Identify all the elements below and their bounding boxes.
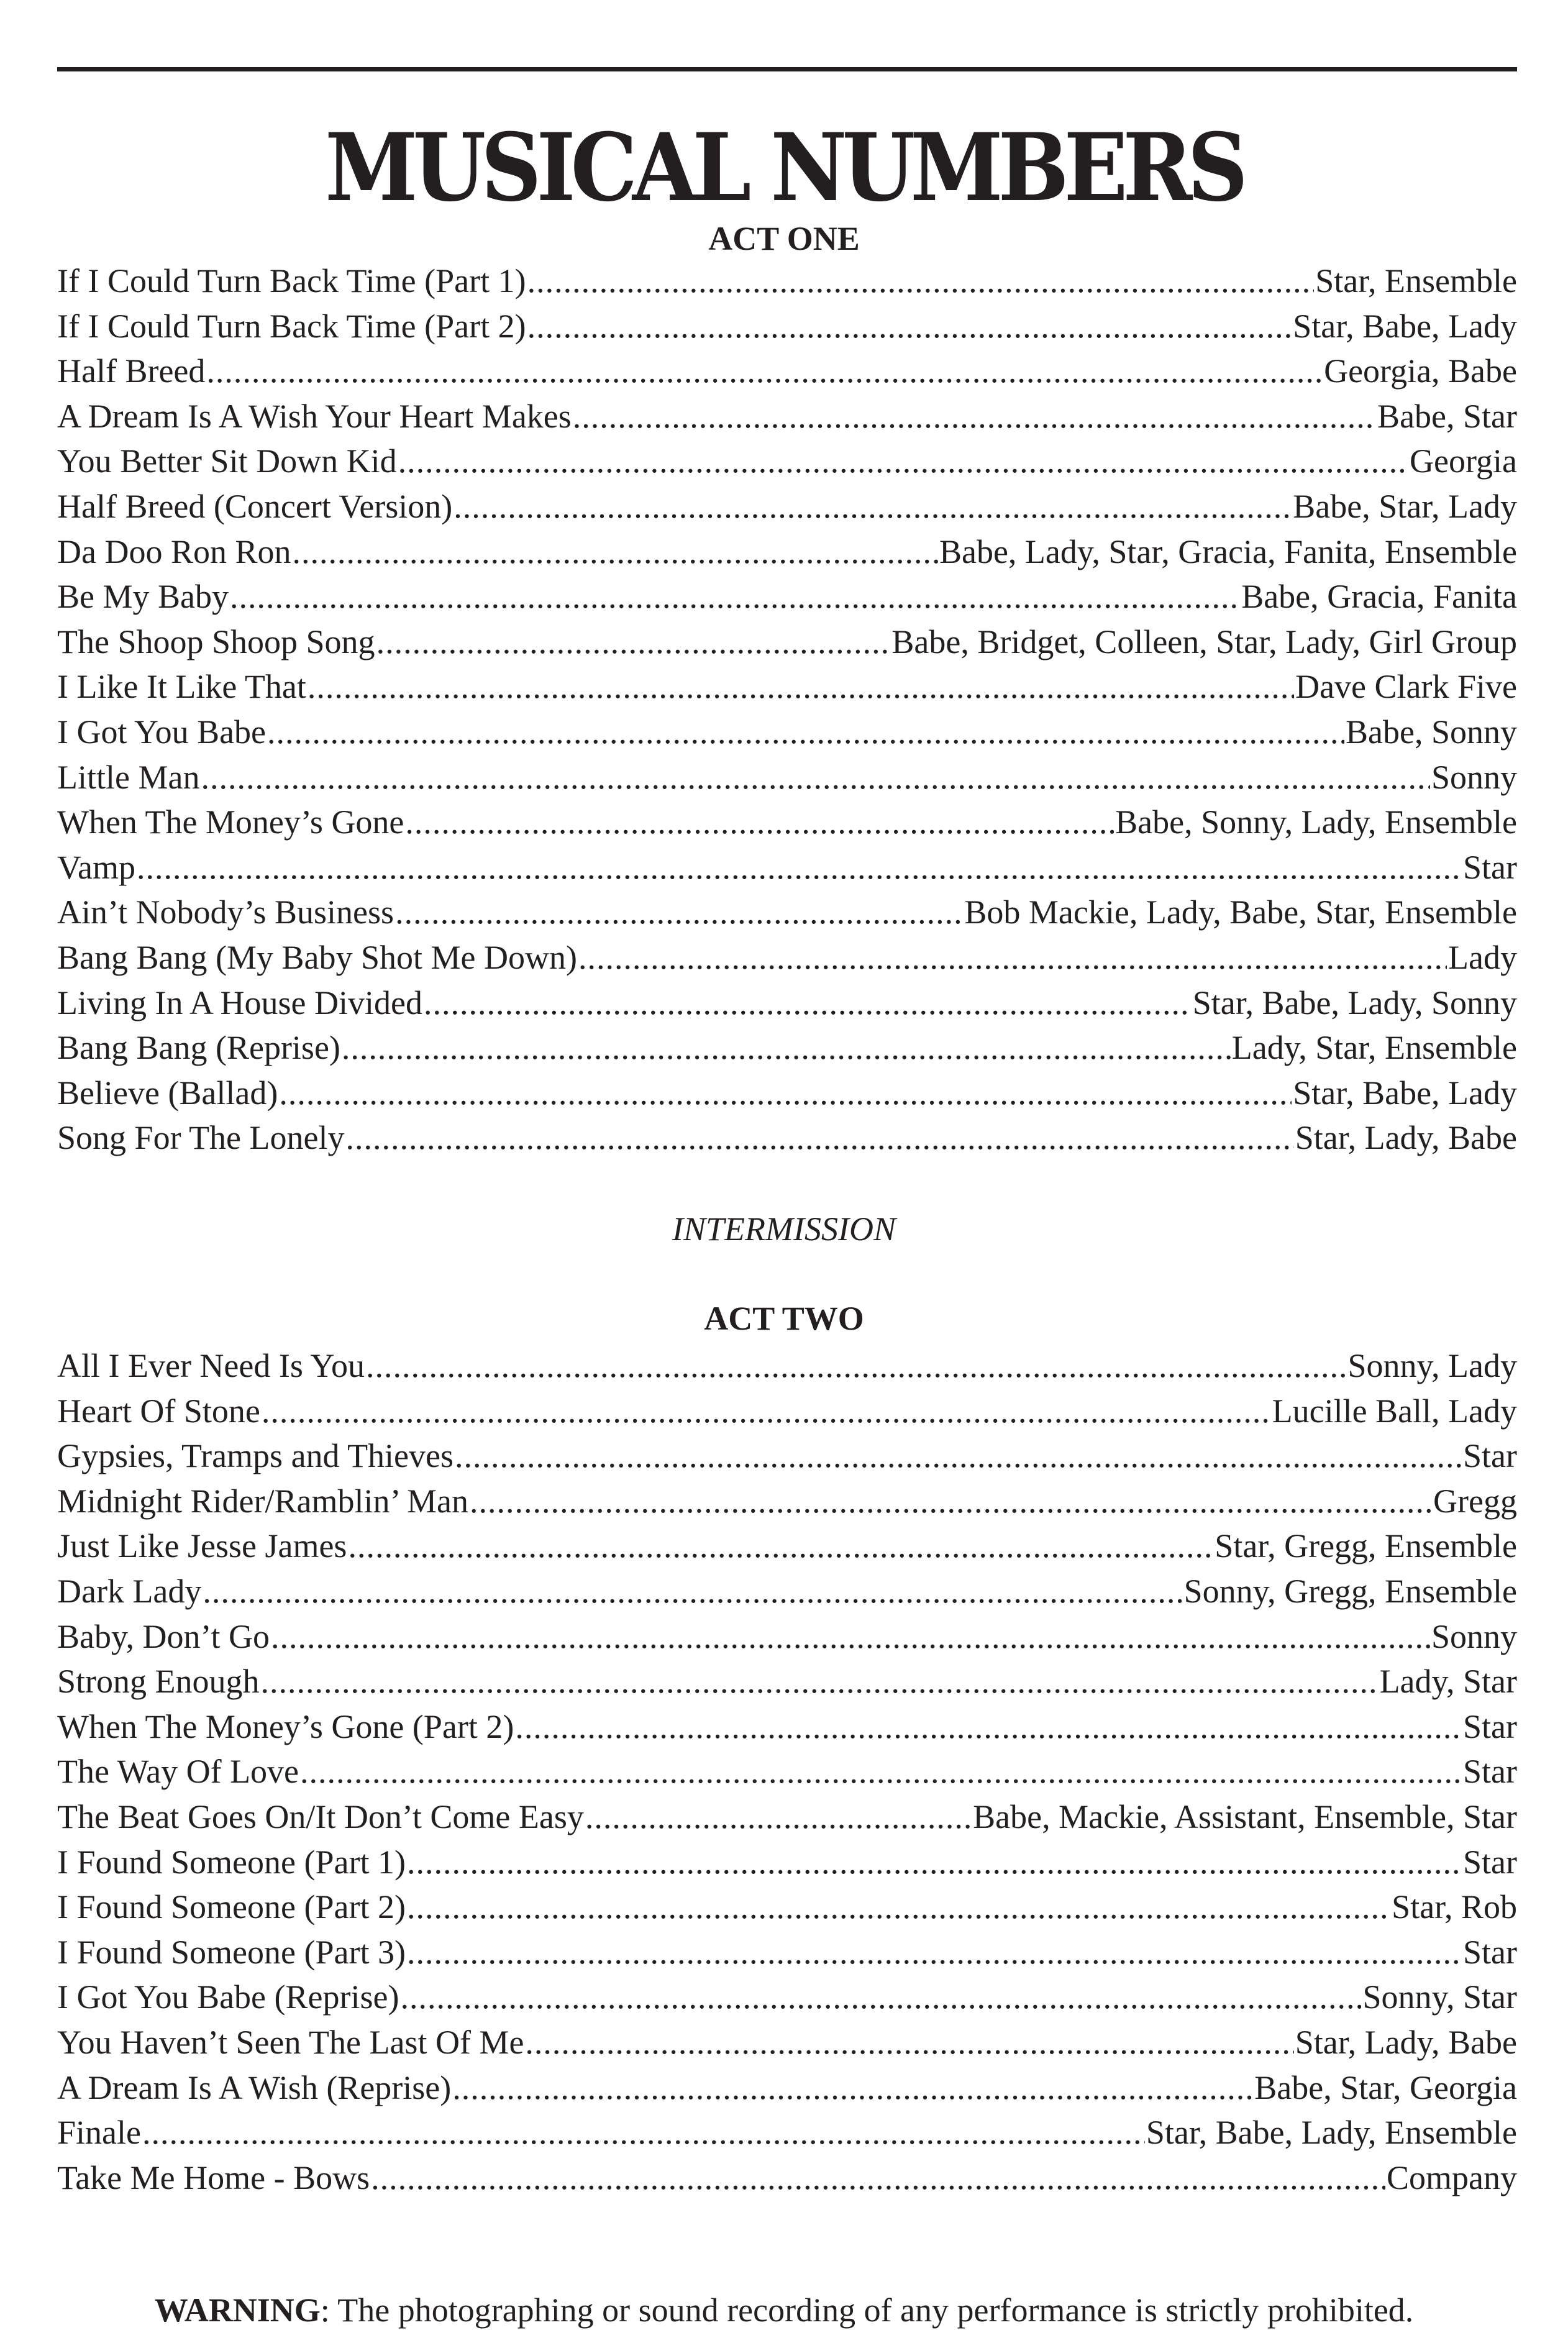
recording-warning	[0, 2290, 1568, 2330]
song-title: Dark Lady	[57, 1572, 202, 1610]
song-row	[57, 1025, 1517, 1071]
song-performers: Star, Lady, Babe	[1295, 1119, 1517, 1157]
act-two-heading: ACT TWO	[704, 1300, 864, 1337]
song-row	[57, 1975, 1517, 2020]
song-title: Half Breed	[57, 352, 206, 390]
song-performers: Lady	[1448, 938, 1517, 976]
song-title: I Like It Like That	[57, 668, 306, 706]
song-performers: Dave Clark Five	[1295, 668, 1517, 706]
song-title: Da Doo Ron Ron	[57, 532, 291, 570]
song-performers: Company	[1387, 2159, 1517, 2196]
song-row	[57, 664, 1517, 710]
song-title: Vamp	[57, 848, 135, 886]
song-performers: Sonny, Gregg, Ensemble	[1183, 1572, 1517, 1610]
song-row	[57, 935, 1517, 980]
song-row	[57, 1343, 1517, 1389]
song-row	[57, 1389, 1517, 1434]
song-title: Half Breed (Concert Version)	[57, 487, 453, 525]
dot-leader	[454, 484, 1292, 529]
song-performers: Star	[1463, 1753, 1517, 1791]
song-row	[57, 1840, 1517, 1885]
act-one-song-list	[57, 258, 1517, 1161]
song-performers: Star	[1463, 1933, 1517, 1971]
song-performers: Star, Gregg, Ensemble	[1215, 1527, 1517, 1565]
song-performers: Georgia	[1410, 442, 1517, 480]
song-title: I Found Someone (Part 3)	[57, 1933, 406, 1971]
song-title: Ain’t Nobody’s Business	[57, 893, 394, 931]
dot-leader	[137, 845, 1462, 890]
song-title: When The Money’s Gone	[57, 803, 404, 841]
warning-text: : The photographing or sound recording of any performance is strictly prohibited.	[320, 2291, 1414, 2329]
song-title: Be My Baby	[57, 578, 229, 616]
song-performers: Sonny, Lady	[1347, 1347, 1517, 1384]
dot-leader	[400, 1975, 1361, 2019]
song-row	[57, 394, 1517, 439]
song-performers: Babe, Star, Georgia	[1254, 2068, 1517, 2106]
dot-leader	[407, 1930, 1462, 1975]
dot-leader	[308, 664, 1294, 709]
song-title: The Shoop Shoop Song	[57, 623, 375, 660]
song-title: Believe (Ballad)	[57, 1074, 278, 1112]
song-row	[57, 1569, 1517, 1614]
song-performers: Sonny	[1431, 758, 1517, 796]
dot-leader	[371, 2155, 1385, 2200]
song-row	[57, 529, 1517, 575]
act-two-song-list	[57, 1343, 1517, 2200]
dot-leader	[515, 1704, 1462, 1749]
song-performers: Babe, Sonny	[1346, 713, 1517, 751]
song-title: I Found Someone (Part 1)	[57, 1843, 406, 1881]
song-performers: Star	[1463, 1437, 1517, 1475]
dot-leader	[366, 1343, 1347, 1388]
song-title: Take Me Home - Bows	[57, 2159, 370, 2196]
song-row	[57, 484, 1517, 529]
song-row	[57, 1659, 1517, 1704]
song-performers: Star	[1463, 1843, 1517, 1881]
dot-leader	[279, 1071, 1292, 1115]
dot-leader	[578, 935, 1447, 980]
dot-leader	[398, 439, 1408, 483]
song-performers: Sonny	[1431, 1617, 1517, 1655]
dot-leader	[525, 2020, 1293, 2065]
song-title: I Found Someone (Part 2)	[57, 1888, 406, 1926]
song-title: Heart Of Stone	[57, 1392, 260, 1430]
song-row	[57, 574, 1517, 619]
song-row	[57, 710, 1517, 755]
intermission-label: INTERMISSION	[672, 1210, 896, 1248]
dot-leader	[405, 800, 1114, 844]
song-row	[57, 1930, 1517, 1975]
song-row	[57, 890, 1517, 935]
song-row	[57, 349, 1517, 394]
song-performers: Bob Mackie, Lady, Babe, Star, Ensemble	[964, 893, 1517, 931]
song-performers: Gregg	[1433, 1482, 1517, 1520]
song-performers: Star, Babe, Lady	[1293, 1074, 1517, 1112]
song-row	[57, 304, 1517, 349]
song-title: A Dream Is A Wish Your Heart Makes	[57, 397, 572, 435]
dot-leader	[407, 1885, 1390, 1929]
top-rule	[57, 67, 1517, 71]
dot-leader	[206, 349, 1323, 393]
song-title: If I Could Turn Back Time (Part 1)	[57, 262, 526, 299]
song-row	[57, 1704, 1517, 1750]
song-title: Living In A House Divided	[57, 984, 422, 1021]
song-title: Song For The Lonely	[57, 1119, 345, 1157]
song-performers: Star, Rob	[1392, 1888, 1517, 1926]
dot-leader	[230, 574, 1240, 619]
song-performers: Lady, Star, Ensemble	[1231, 1029, 1517, 1067]
dot-leader	[452, 2065, 1253, 2110]
song-performers: Babe, Star, Lady	[1293, 487, 1517, 525]
song-performers: Star, Babe, Lady, Ensemble	[1146, 2114, 1517, 2152]
song-title: A Dream Is A Wish (Reprise)	[57, 2068, 452, 2106]
song-row	[57, 439, 1517, 484]
dot-leader	[300, 1749, 1462, 1794]
song-row	[57, 2065, 1517, 2111]
song-performers: Sonny, Star	[1362, 1978, 1517, 2016]
dot-leader	[470, 1479, 1432, 1524]
song-row	[57, 1885, 1517, 1930]
song-title: The Beat Goes On/It Don’t Come Easy	[57, 1798, 584, 1835]
dot-leader	[261, 1659, 1379, 1704]
song-performers: Georgia, Babe	[1324, 352, 1517, 390]
song-performers: Babe, Sonny, Lady, Ensemble	[1115, 803, 1517, 841]
song-performers: Star, Babe, Lady	[1293, 307, 1517, 345]
dot-leader	[585, 1794, 972, 1839]
song-title: You Better Sit Down Kid	[57, 442, 397, 480]
dot-leader	[345, 1115, 1293, 1160]
page-title: MUSICAL NUMBERS	[325, 113, 1243, 222]
dot-leader	[348, 1524, 1213, 1568]
song-title: Strong Enough	[57, 1663, 260, 1701]
song-row	[57, 1115, 1517, 1161]
song-title: When The Money’s Gone (Part 2)	[57, 1707, 514, 1745]
song-row	[57, 1749, 1517, 1794]
song-title: Bang Bang (Reprise)	[57, 1029, 340, 1067]
song-title: You Haven’t Seen The Last Of Me	[57, 2023, 524, 2061]
dot-leader	[342, 1025, 1231, 1070]
song-title: If I Could Turn Back Time (Part 2)	[57, 307, 526, 345]
song-performers: Babe, Gracia, Fanita	[1241, 578, 1517, 616]
song-row	[57, 800, 1517, 845]
warning-label: WARNING	[154, 2291, 321, 2329]
song-row	[57, 1614, 1517, 1660]
song-row	[57, 619, 1517, 665]
song-row	[57, 845, 1517, 890]
song-performers: Star, Ensemble	[1315, 262, 1517, 299]
dot-leader	[376, 619, 891, 664]
song-row	[57, 1794, 1517, 1840]
song-row	[57, 2020, 1517, 2065]
dot-leader	[293, 529, 938, 574]
song-performers: Lucille Ball, Lady	[1272, 1392, 1517, 1430]
song-title: Gypsies, Tramps and Thieves	[57, 1437, 454, 1475]
song-row	[57, 1479, 1517, 1524]
song-row	[57, 2110, 1517, 2155]
dot-leader	[573, 394, 1376, 439]
song-performers: Star	[1463, 848, 1517, 886]
song-performers: Star, Lady, Babe	[1295, 2023, 1517, 2061]
dot-leader	[424, 980, 1192, 1025]
song-row	[57, 1433, 1517, 1479]
song-title: Midnight Rider/Ramblin’ Man	[57, 1482, 468, 1520]
dot-leader	[201, 755, 1430, 800]
dot-leader	[271, 1614, 1430, 1659]
song-title: The Way Of Love	[57, 1753, 299, 1791]
song-title: Bang Bang (My Baby Shot Me Down)	[57, 938, 577, 976]
song-title: I Got You Babe (Reprise)	[57, 1978, 399, 2016]
song-performers: Babe, Star	[1377, 397, 1517, 435]
song-performers: Babe, Lady, Star, Gracia, Fanita, Ensemble	[939, 532, 1517, 570]
song-row	[57, 980, 1517, 1026]
song-title: I Got You Babe	[57, 713, 267, 751]
act-one-heading: ACT ONE	[708, 220, 860, 257]
song-title: Just Like Jesse James	[57, 1527, 347, 1565]
song-performers: Star	[1463, 1707, 1517, 1745]
dot-leader	[455, 1433, 1462, 1478]
dot-leader	[407, 1840, 1462, 1885]
dot-leader	[203, 1569, 1182, 1614]
song-title: Finale	[57, 2114, 141, 2152]
song-title: Little Man	[57, 758, 200, 796]
song-performers: Babe, Mackie, Assistant, Ensemble, Star	[973, 1798, 1517, 1835]
song-performers: Star, Babe, Lady, Sonny	[1192, 984, 1517, 1021]
dot-leader	[527, 304, 1292, 349]
song-row	[57, 2155, 1517, 2201]
song-row	[57, 1071, 1517, 1116]
dot-leader	[267, 710, 1344, 754]
song-row	[57, 755, 1517, 800]
song-title: All I Ever Need Is You	[57, 1347, 365, 1384]
dot-leader	[395, 890, 963, 934]
song-title: Baby, Don’t Go	[57, 1617, 270, 1655]
dot-leader	[262, 1389, 1271, 1433]
dot-leader	[142, 2110, 1145, 2155]
dot-leader	[527, 258, 1315, 303]
song-performers: Lady, Star	[1379, 1663, 1517, 1701]
song-performers: Babe, Bridget, Colleen, Star, Lady, Girl Group	[891, 623, 1517, 660]
song-row	[57, 1524, 1517, 1569]
song-row	[57, 258, 1517, 304]
